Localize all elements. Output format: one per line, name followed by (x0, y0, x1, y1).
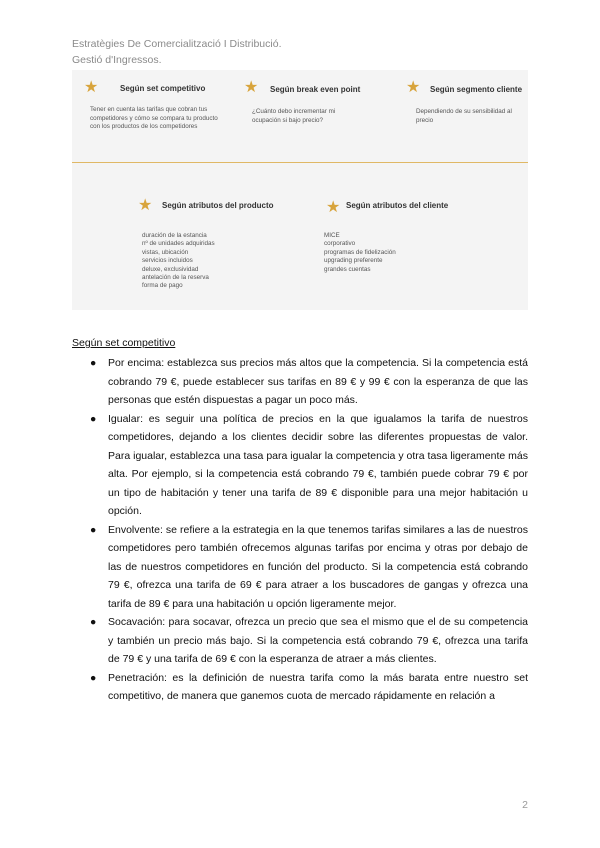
box-title: Según break even point (270, 85, 361, 94)
star-icon: ★ (406, 79, 421, 96)
bullet-icon: ● (90, 523, 97, 536)
bullet-icon: ● (90, 671, 97, 684)
box-title: Según set competitivo (120, 84, 206, 93)
box-text: Dependiendo de su sensibilidad al precio (416, 108, 512, 124)
bullet-icon: ● (90, 616, 97, 628)
pricing-strategy-figure (72, 70, 528, 310)
list-item-text: Igualar: es seguir una política de precios en la que igualamos la tarifa de nuestros competidores, dejando a los clientes decidir sobre las diferentes propuestas de valor. Para igualar, establezca una tasa para igualar la competencia y otra tasa ligeramente más alta. Por ejemplo, si la competencia está cobrando 79 €, también puede cobrar 79 € por un tipo de habitación y tener una tarifa de 89 € disponible para una mejor habitación u opción. (108, 412, 528, 517)
page-number: 2 (522, 799, 528, 811)
box-title: Según atributos del producto (162, 201, 274, 210)
box-text: Tener en cuenta las tarifas que cobran tus competidores y cómo se compara tu producto con los productos de los competidores (90, 106, 218, 131)
star-icon: ★ (138, 197, 153, 214)
list-item (72, 354, 528, 410)
section-title: Según set competitivo (72, 337, 176, 349)
list-item (72, 613, 528, 669)
bullet-icon: ● (90, 412, 97, 425)
bullet-icon: ● (90, 357, 97, 369)
box-text: ¿Cuánto debo incrementar mi ocupación si bajo precio? (252, 108, 336, 124)
list-item-text: Por encima: establezca sus precios más altos que la competencia. Si la competencia está cobrando 79 €, puede establecer sus tarifas en 89 € y 99 € con la esperanza de que las personas que estén dispuestas a pagar un poco más. (108, 357, 528, 406)
figure-divider (72, 162, 528, 163)
star-icon: ★ (244, 79, 259, 96)
header-line-1: Estratègies De Comercialització I Distribució. (72, 38, 282, 50)
box-title: Según segmento cliente (430, 85, 523, 94)
star-icon: ★ (326, 199, 341, 216)
star-icon: ★ (84, 79, 99, 96)
strategy-list (72, 354, 528, 706)
list-item (72, 521, 528, 614)
running-header (72, 36, 282, 68)
box-text: MICE corporativo programas de fidelización upgrading preferente grandes cuentas (324, 232, 396, 273)
list-item (72, 410, 528, 521)
list-item-text: Envolvente: se refiere a la estrategia en la que tenemos tarifas similares a las de nuestros competidores pero también ofrecemos algunas tarifas por encima y otras por debajo de las de nuestros competidores en función del producto. Si la competencia está cobrando 79 €, ofrezca una tarifa de 69 € para atraer a los buscadores de gangas y ofrezca una tarifa de 89 € para una habitación u opción ligeramente mejor. (108, 523, 528, 610)
box-title: Según atributos del cliente (346, 201, 449, 210)
header-line-2: Gestió d'Ingressos. (72, 54, 162, 66)
list-item-text: Penetración: es la definición de nuestra tarifa como la más barata entre nuestro set competitivo, de manera que ganemos cuota de mercado rápidamente en relación a (108, 671, 528, 702)
list-item (72, 669, 528, 706)
box-text: duración de la estancia nº de unidades adquiridas vistas, ubicación servicios incluidos deluxe, exclusividad antelación de la reserva forma de pago (142, 232, 215, 290)
list-item-text: Socavación: para socavar, ofrezca un precio que sea el mismo que el de su competencia y también un precio más bajo. Si la competencia está cobrando 79 €, ofrezca una tarifa de 79 € y una tarifa de 69 € con la esperanza de atraer a más clientes. (108, 616, 528, 665)
